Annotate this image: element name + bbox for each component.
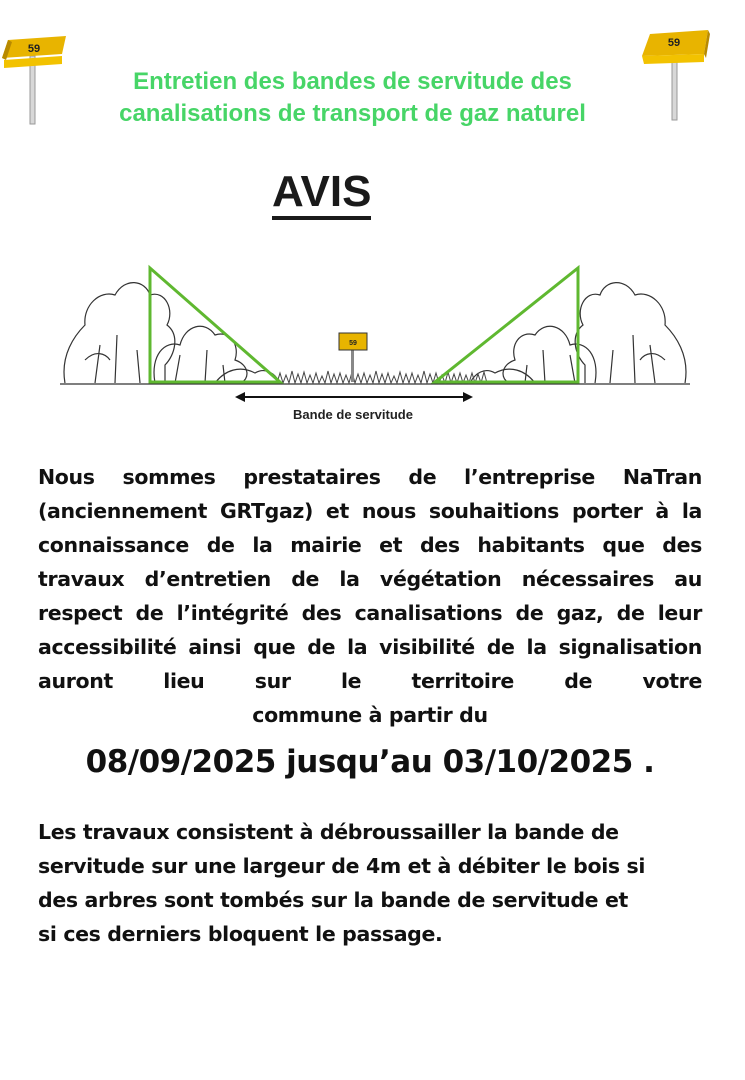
- servitude-band-illustration: [55, 255, 695, 430]
- works-line-3: des arbres sont tombés sur la bande de servitude et: [38, 888, 629, 912]
- main-paragraph: Nous sommes prestataires de l’entreprise NaTran (anciennement GRTgaz) et nous souhaitions porter à la connaissance de la mairie et des habitants que des travaux d’entretien de la végétation nécessaires au respect de l’intégrité des canalisations de gaz, de leur accessibilité ainsi que de la visibilité de la signalisation auront lieu sur le territoire de votre: [38, 465, 702, 693]
- notice-heading: AVIS: [272, 168, 371, 220]
- marker-number: 59: [667, 37, 681, 49]
- works-line-2: servitude sur une largeur de 4m et à débiter le bois si: [38, 854, 646, 878]
- title-line-2: canalisations de transport de gaz naturel: [119, 100, 586, 127]
- works-line-4: si ces derniers bloquent le passage.: [38, 922, 443, 946]
- main-paragraph-last-line: commune à partir du: [252, 703, 488, 727]
- marker-number: 59: [27, 43, 41, 55]
- works-line-1: Les travaux consistent à débroussailler la bande de: [38, 820, 619, 844]
- title-line-1: Entretien des bandes de servitude des: [133, 68, 572, 95]
- works-paragraph: [38, 815, 708, 951]
- band-label: Bande de servitude: [293, 407, 413, 422]
- center-marker-number: 59: [349, 340, 357, 347]
- center-marker-icon: [339, 333, 367, 382]
- page-title: [40, 66, 665, 130]
- work-dates: 08/09/2025 jusqu’au 03/10/2025 .: [85, 744, 655, 780]
